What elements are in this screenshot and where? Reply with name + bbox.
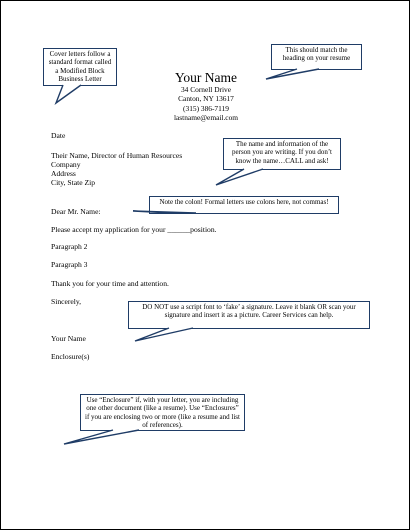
sender-name: Your Name bbox=[174, 70, 237, 85]
letter-date: Date bbox=[51, 131, 66, 140]
thanks-line: Thank you for your time and attention. bbox=[51, 279, 169, 288]
callout-heading: This should match the heading on your resume bbox=[271, 44, 362, 70]
callout-enclosure-pointer bbox=[64, 430, 139, 444]
opening-line: Please accept my application for your ______position. bbox=[51, 225, 217, 234]
callout-format: Cover letters follow a standard format called a Modified Block Business Letter bbox=[43, 48, 117, 86]
callout-enclosure: Use “Enclosure” if, with your letter, you are including one other document (like a resume). Use “Enclosures” if you are enclosing two or more (like a resume and list of references). bbox=[80, 394, 245, 431]
closing: Sincerely, bbox=[51, 297, 82, 306]
sender-city: Canton, NY 13617 bbox=[178, 94, 234, 104]
callout-signature-pointer bbox=[135, 328, 193, 341]
recipient-company: Company bbox=[51, 160, 81, 169]
callout-recipient: The name and information of the person you are writing. If you don’t know the name…CALL and ask! bbox=[223, 138, 341, 170]
paragraph-2: Paragraph 2 bbox=[51, 242, 88, 251]
callout-format-pointer bbox=[56, 85, 81, 103]
sender-street: 34 Cornell Drive bbox=[180, 85, 232, 94]
callout-recipient-pointer bbox=[216, 169, 263, 185]
sender-email: lastname@email.com bbox=[173, 113, 239, 123]
letter-header bbox=[151, 70, 261, 123]
sender-phone: (315) 386-7119 bbox=[183, 103, 229, 113]
recipient-address: Address bbox=[51, 169, 76, 178]
paragraph-3: Paragraph 3 bbox=[51, 260, 88, 269]
callout-signature: DO NOT use a script font to ‘fake’ a signature. Leave it blank OR scan your signature and insert it as a picture. Career Services can help. bbox=[128, 301, 370, 329]
recipient-name: Their Name, Director of Human Resources bbox=[51, 151, 183, 160]
signature-name: Your Name bbox=[51, 334, 86, 343]
callout-heading-pointer bbox=[266, 69, 319, 79]
recipient-city: City, State Zip bbox=[51, 178, 96, 187]
callout-colon: Note the colon! Formal letters use colons here, not commas! bbox=[149, 196, 339, 214]
salutation: Dear Mr. Name: bbox=[51, 207, 101, 216]
enclosure-line: Enclosure(s) bbox=[51, 352, 90, 361]
